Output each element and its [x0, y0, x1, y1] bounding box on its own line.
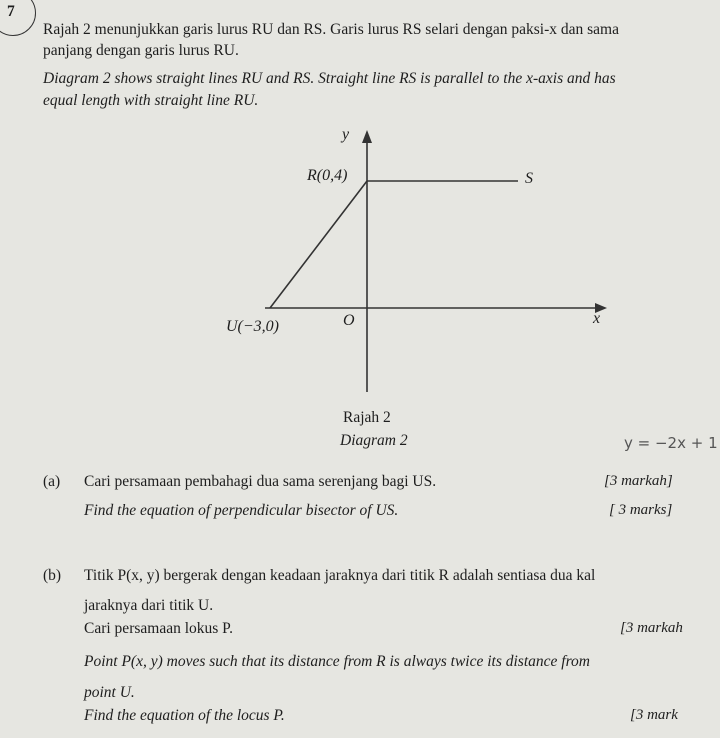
point-u-label: U(−3,0) — [226, 318, 280, 335]
y-axis-arrow — [362, 130, 372, 143]
point-s-label: S — [525, 170, 533, 187]
part-b-label: (b) — [43, 567, 62, 584]
intro-malay-line-1: Rajah 2 menunjukkan garis lurus RU dan RS. Garis lurus RS selari dengan paksi-x dan sama — [43, 21, 619, 38]
part-b-english-line-1: Point P(x, y) moves such that its distance from R is always twice its distance from — [84, 653, 590, 670]
part-b-english-marks: [3 mark — [630, 707, 678, 723]
caption-english: Diagram 2 — [340, 432, 408, 449]
part-a-english-marks: [ 3 marks] — [609, 502, 673, 518]
question-number: 7 — [7, 3, 15, 20]
part-b-malay-line-1: Titik P(x, y) bergerak dengan keadaan jaraknya dari titik R adalah sentiasa dua kal — [84, 567, 596, 584]
part-a-english: Find the equation of perpendicular bisector of US. — [84, 502, 399, 519]
y-axis-label: y — [342, 126, 350, 143]
point-r-label: R(0,4) — [307, 167, 348, 184]
part-b-malay-line-3: Cari persamaan lokus P. — [84, 620, 233, 637]
part-b-malay-line-2: jaraknya dari titik U. — [84, 597, 214, 614]
origin-label: O — [343, 312, 355, 329]
part-a-label: (a) — [43, 473, 61, 490]
part-a-malay: Cari persamaan pembahagi dua sama serenjang bagi US. — [84, 473, 437, 490]
line-ru — [270, 181, 367, 308]
part-b-english-line-3: Find the equation of the locus P. — [84, 707, 285, 724]
intro-english-line-2: equal length with straight line RU. — [43, 92, 259, 109]
intro-english-line-1: Diagram 2 shows straight lines RU and RS. Straight line RS is parallel to the x-axis and has — [43, 70, 616, 87]
part-a-malay-marks: [3 markah] — [604, 473, 673, 489]
intro-malay-line-2: panjang dengan garis lurus RU. — [43, 42, 239, 59]
caption-malay: Rajah 2 — [343, 409, 391, 426]
part-b-english-line-2: point U. — [84, 684, 135, 701]
handwritten-note: y = −2x + 1 — [624, 434, 718, 452]
part-b-malay-marks: [3 markah — [620, 620, 683, 636]
x-axis-label: x — [593, 310, 601, 327]
